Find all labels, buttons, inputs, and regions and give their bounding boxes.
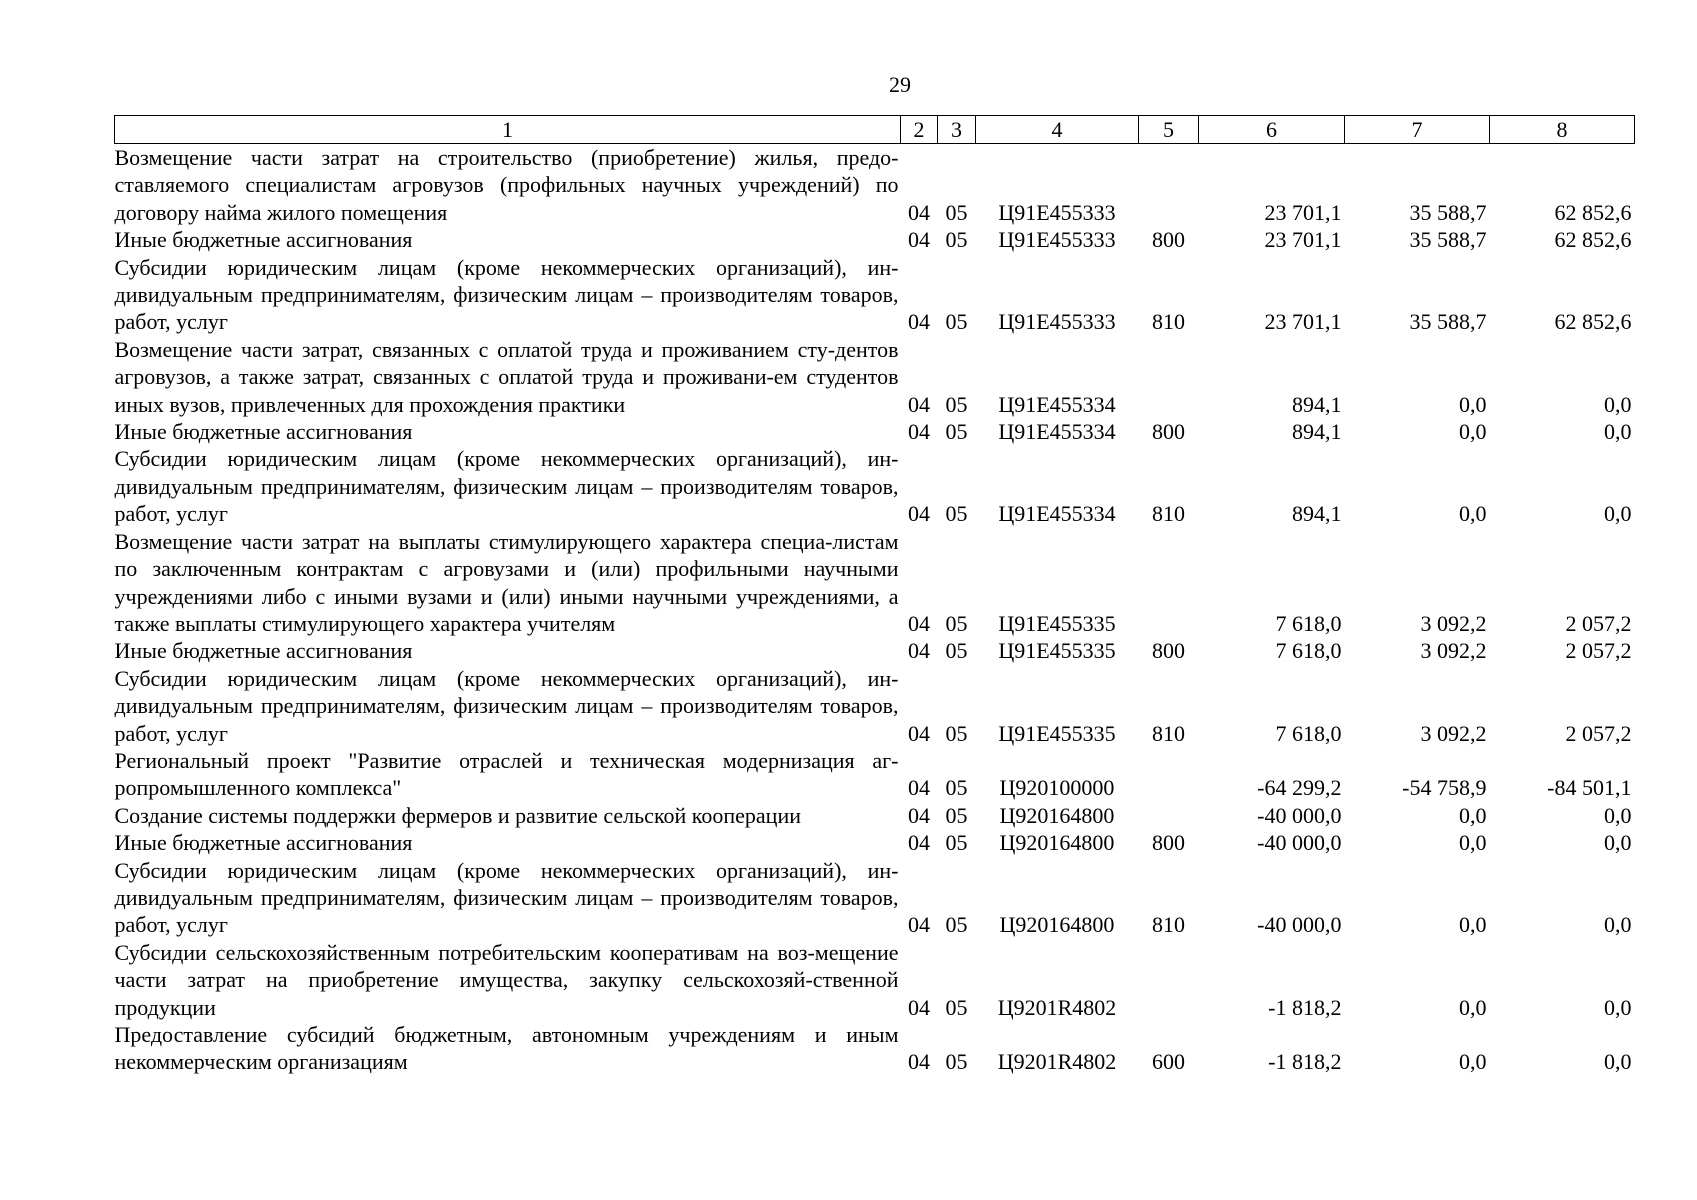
- row-amount-col6: 7 618,0: [1275, 720, 1342, 746]
- page-number: 29: [889, 72, 911, 97]
- column-header: 3: [938, 116, 976, 144]
- row-amount-col6: -1 818,2: [1268, 1049, 1342, 1075]
- row-amount-col7: 0,0: [1459, 501, 1487, 527]
- row-expense-type: 600: [1152, 1049, 1185, 1075]
- row-name: Субсидии юридическим лицам (кроме некоммерческих организаций), ин-дивидуальным предпринимателям, физическим лицам – производителям товаров, работ, услуг: [114, 857, 899, 938]
- row-name: Возмещение части затрат, связанных с оплатой труда и проживанием сту-дентов агровузов, а также затрат, связанных с оплатой труда и проживани-ем студентов иных вузов, привлеченных для прохождения практики: [114, 336, 899, 417]
- row-subsection: 05: [945, 775, 968, 801]
- row-amount-col7: 35 588,7: [1409, 199, 1487, 225]
- row-amount-col8: 0,0: [1604, 830, 1632, 856]
- row-amount-col6: 894,1: [1292, 419, 1342, 445]
- row-amount-col7: 0,0: [1459, 419, 1487, 445]
- row-target-code: Ц91Е455333: [998, 309, 1116, 335]
- column-header: 1: [115, 116, 901, 144]
- row-expense-type: 800: [1152, 419, 1185, 445]
- row-expense-type: 800: [1152, 638, 1185, 664]
- row-section: 04: [908, 775, 930, 801]
- table-row: [115, 637, 1635, 664]
- row-subsection: 05: [945, 1049, 968, 1075]
- row-subsection: 05: [945, 610, 968, 636]
- row-amount-col7: 3 092,2: [1420, 638, 1487, 664]
- row-section: 04: [908, 638, 930, 664]
- row-target-code: Ц920164800: [999, 802, 1115, 828]
- row-name: Субсидии юридическим лицам (кроме некоммерческих организаций), ин-дивидуальным предпринимателям, физическим лицам – производителям товаров, работ, услуг: [114, 254, 899, 335]
- row-expense-type: 810: [1152, 720, 1185, 746]
- row-amount-col8: 0,0: [1604, 419, 1632, 445]
- row-target-code: Ц91Е455334: [998, 391, 1116, 417]
- row-amount-col7: 0,0: [1459, 994, 1487, 1020]
- row-name: Региональный проект "Развитие отраслей и техническая модернизация аг-ропромышленного комплекса": [114, 747, 899, 801]
- row-target-code: Ц920164800: [999, 912, 1115, 938]
- row-amount-col6: -40 000,0: [1257, 802, 1342, 828]
- row-expense-type: [1139, 939, 1199, 1021]
- table-header-row: [115, 116, 1635, 144]
- row-amount-col8: 62 852,6: [1554, 309, 1632, 335]
- row-amount-col7: 3 092,2: [1420, 610, 1487, 636]
- table-row: [115, 939, 1635, 1021]
- row-subsection: 05: [945, 802, 968, 828]
- row-amount-col7: 0,0: [1459, 912, 1487, 938]
- row-expense-type: [1139, 528, 1199, 638]
- row-amount-col8: 0,0: [1604, 501, 1632, 527]
- row-section: 04: [908, 199, 930, 225]
- row-target-code: Ц91Е455333: [998, 227, 1116, 253]
- row-amount-col7: 35 588,7: [1409, 227, 1487, 253]
- table-body: [115, 144, 1635, 1076]
- column-header: 5: [1139, 116, 1199, 144]
- table-row: [115, 336, 1635, 418]
- column-header: 6: [1199, 116, 1345, 144]
- row-subsection: 05: [945, 638, 968, 664]
- row-amount-col8: -84 501,1: [1547, 775, 1632, 801]
- row-name: Субсидии юридическим лицам (кроме некоммерческих организаций), ин-дивидуальным предпринимателям, физическим лицам – производителям товаров, работ, услуг: [114, 446, 899, 527]
- row-target-code: Ц91Е455335: [998, 720, 1116, 746]
- column-header: 7: [1345, 116, 1490, 144]
- table-row: [115, 857, 1635, 939]
- row-expense-type: [1139, 802, 1199, 829]
- row-section: 04: [908, 994, 930, 1020]
- table-row: [115, 1021, 1635, 1076]
- row-name: Субсидии юридическим лицам (кроме некоммерческих организаций), ин-дивидуальным предпринимателям, физическим лицам – производителям товаров, работ, услуг: [114, 665, 899, 746]
- row-subsection: 05: [945, 199, 968, 225]
- row-expense-type: 810: [1152, 501, 1185, 527]
- row-subsection: 05: [945, 720, 968, 746]
- row-amount-col7: 0,0: [1459, 830, 1487, 856]
- row-amount-col8: 2 057,2: [1565, 720, 1632, 746]
- row-target-code: Ц9201R4802: [997, 1049, 1117, 1075]
- row-name: Иные бюджетные ассигнования: [114, 419, 413, 445]
- row-section: 04: [908, 830, 930, 856]
- row-amount-col6: 23 701,1: [1264, 199, 1342, 225]
- row-amount-col7: 0,0: [1459, 802, 1487, 828]
- row-amount-col8: 0,0: [1604, 802, 1632, 828]
- row-section: 04: [908, 227, 930, 253]
- row-amount-col6: 7 618,0: [1275, 638, 1342, 664]
- row-expense-type: [1139, 747, 1199, 802]
- row-section: 04: [908, 501, 930, 527]
- table-row: [115, 665, 1635, 747]
- row-name: Возмещение части затрат на строительство (приобретение) жилья, предо-ставляемого специалистам агровузов (профильных научных учреждений) по договору найма жилого помещения: [114, 145, 899, 225]
- row-name: Субсидии сельскохозяйственным потребительским кооперативам на воз-мещение части затрат на приобретение имущества, закупку сельскохозяй-ственной продукции: [114, 939, 899, 1020]
- row-amount-col8: 62 852,6: [1554, 199, 1632, 225]
- row-amount-col8: 0,0: [1604, 1049, 1632, 1075]
- table-row: [115, 829, 1635, 856]
- row-amount-col8: 2 057,2: [1565, 638, 1632, 664]
- row-amount-col6: -40 000,0: [1257, 912, 1342, 938]
- row-name: Иные бюджетные ассигнования: [114, 227, 413, 253]
- table-row: [115, 254, 1635, 336]
- table-row: [115, 445, 1635, 527]
- row-target-code: Ц91Е455335: [998, 610, 1116, 636]
- row-amount-col6: -64 299,2: [1257, 775, 1342, 801]
- row-section: 04: [908, 912, 930, 938]
- row-expense-type: 810: [1152, 912, 1185, 938]
- row-expense-type: [1139, 336, 1199, 418]
- row-amount-col8: 62 852,6: [1554, 227, 1632, 253]
- row-section: 04: [908, 391, 930, 417]
- row-target-code: Ц91Е455333: [998, 199, 1116, 225]
- row-section: 04: [908, 309, 930, 335]
- row-subsection: 05: [945, 309, 968, 335]
- budget-table: [114, 115, 1635, 1076]
- row-amount-col6: 894,1: [1292, 391, 1342, 417]
- row-amount-col6: -1 818,2: [1268, 994, 1342, 1020]
- row-amount-col6: 7 618,0: [1275, 610, 1342, 636]
- row-subsection: 05: [945, 419, 968, 445]
- column-header: 2: [901, 116, 938, 144]
- row-section: 04: [908, 1049, 930, 1075]
- row-expense-type: 800: [1152, 227, 1185, 253]
- row-section: 04: [908, 610, 930, 636]
- column-header: 8: [1490, 116, 1635, 144]
- row-subsection: 05: [945, 501, 968, 527]
- table-row: [115, 418, 1635, 445]
- row-amount-col7: 3 092,2: [1420, 720, 1487, 746]
- row-name: Создание системы поддержки фермеров и развитие сельской кооперации: [114, 802, 801, 828]
- row-section: 04: [908, 720, 930, 746]
- row-target-code: Ц920100000: [999, 775, 1115, 801]
- table-row: [115, 226, 1635, 253]
- row-target-code: Ц91Е455335: [998, 638, 1116, 664]
- row-expense-type: 810: [1152, 309, 1185, 335]
- table-row: [115, 747, 1635, 802]
- row-name: Иные бюджетные ассигнования: [114, 830, 413, 856]
- row-section: 04: [908, 419, 930, 445]
- row-name: Возмещение части затрат на выплаты стимулирующего характера специа-листам по заключенным контрактам с агровузами и (или) профильными научными учреждениями либо с иными вузами и (или) иными научными учреждениями, а также выплаты стимулирующего характера учителям: [114, 528, 899, 636]
- column-header: 4: [976, 116, 1139, 144]
- row-amount-col7: 35 588,7: [1409, 309, 1487, 335]
- table-row: [115, 528, 1635, 638]
- row-amount-col8: 0,0: [1604, 994, 1632, 1020]
- row-amount-col6: 23 701,1: [1264, 227, 1342, 253]
- row-target-code: Ц91Е455334: [998, 501, 1116, 527]
- row-amount-col6: 23 701,1: [1264, 309, 1342, 335]
- row-amount-col7: 0,0: [1459, 1049, 1487, 1075]
- row-target-code: Ц91Е455334: [998, 419, 1116, 445]
- row-amount-col6: -40 000,0: [1257, 830, 1342, 856]
- row-name: Предоставление субсидий бюджетным, автономным учреждениям и иным некоммерческим организациям: [114, 1022, 899, 1075]
- row-amount-col6: 894,1: [1292, 501, 1342, 527]
- row-section: 04: [908, 802, 930, 828]
- row-subsection: 05: [945, 994, 968, 1020]
- row-target-code: Ц920164800: [999, 830, 1115, 856]
- row-subsection: 05: [945, 912, 968, 938]
- row-amount-col8: 0,0: [1604, 391, 1632, 417]
- row-expense-type: 800: [1152, 830, 1185, 856]
- table-row: [115, 144, 1635, 227]
- row-name: Иные бюджетные ассигнования: [114, 638, 413, 664]
- row-subsection: 05: [945, 227, 968, 253]
- row-subsection: 05: [945, 391, 968, 417]
- table-row: [115, 802, 1635, 829]
- row-target-code: Ц9201R4802: [997, 994, 1117, 1020]
- row-expense-type: [1139, 144, 1199, 227]
- row-amount-col7: -54 758,9: [1402, 775, 1487, 801]
- row-amount-col8: 2 057,2: [1565, 610, 1632, 636]
- row-amount-col8: 0,0: [1604, 912, 1632, 938]
- row-amount-col7: 0,0: [1459, 391, 1487, 417]
- row-subsection: 05: [945, 830, 968, 856]
